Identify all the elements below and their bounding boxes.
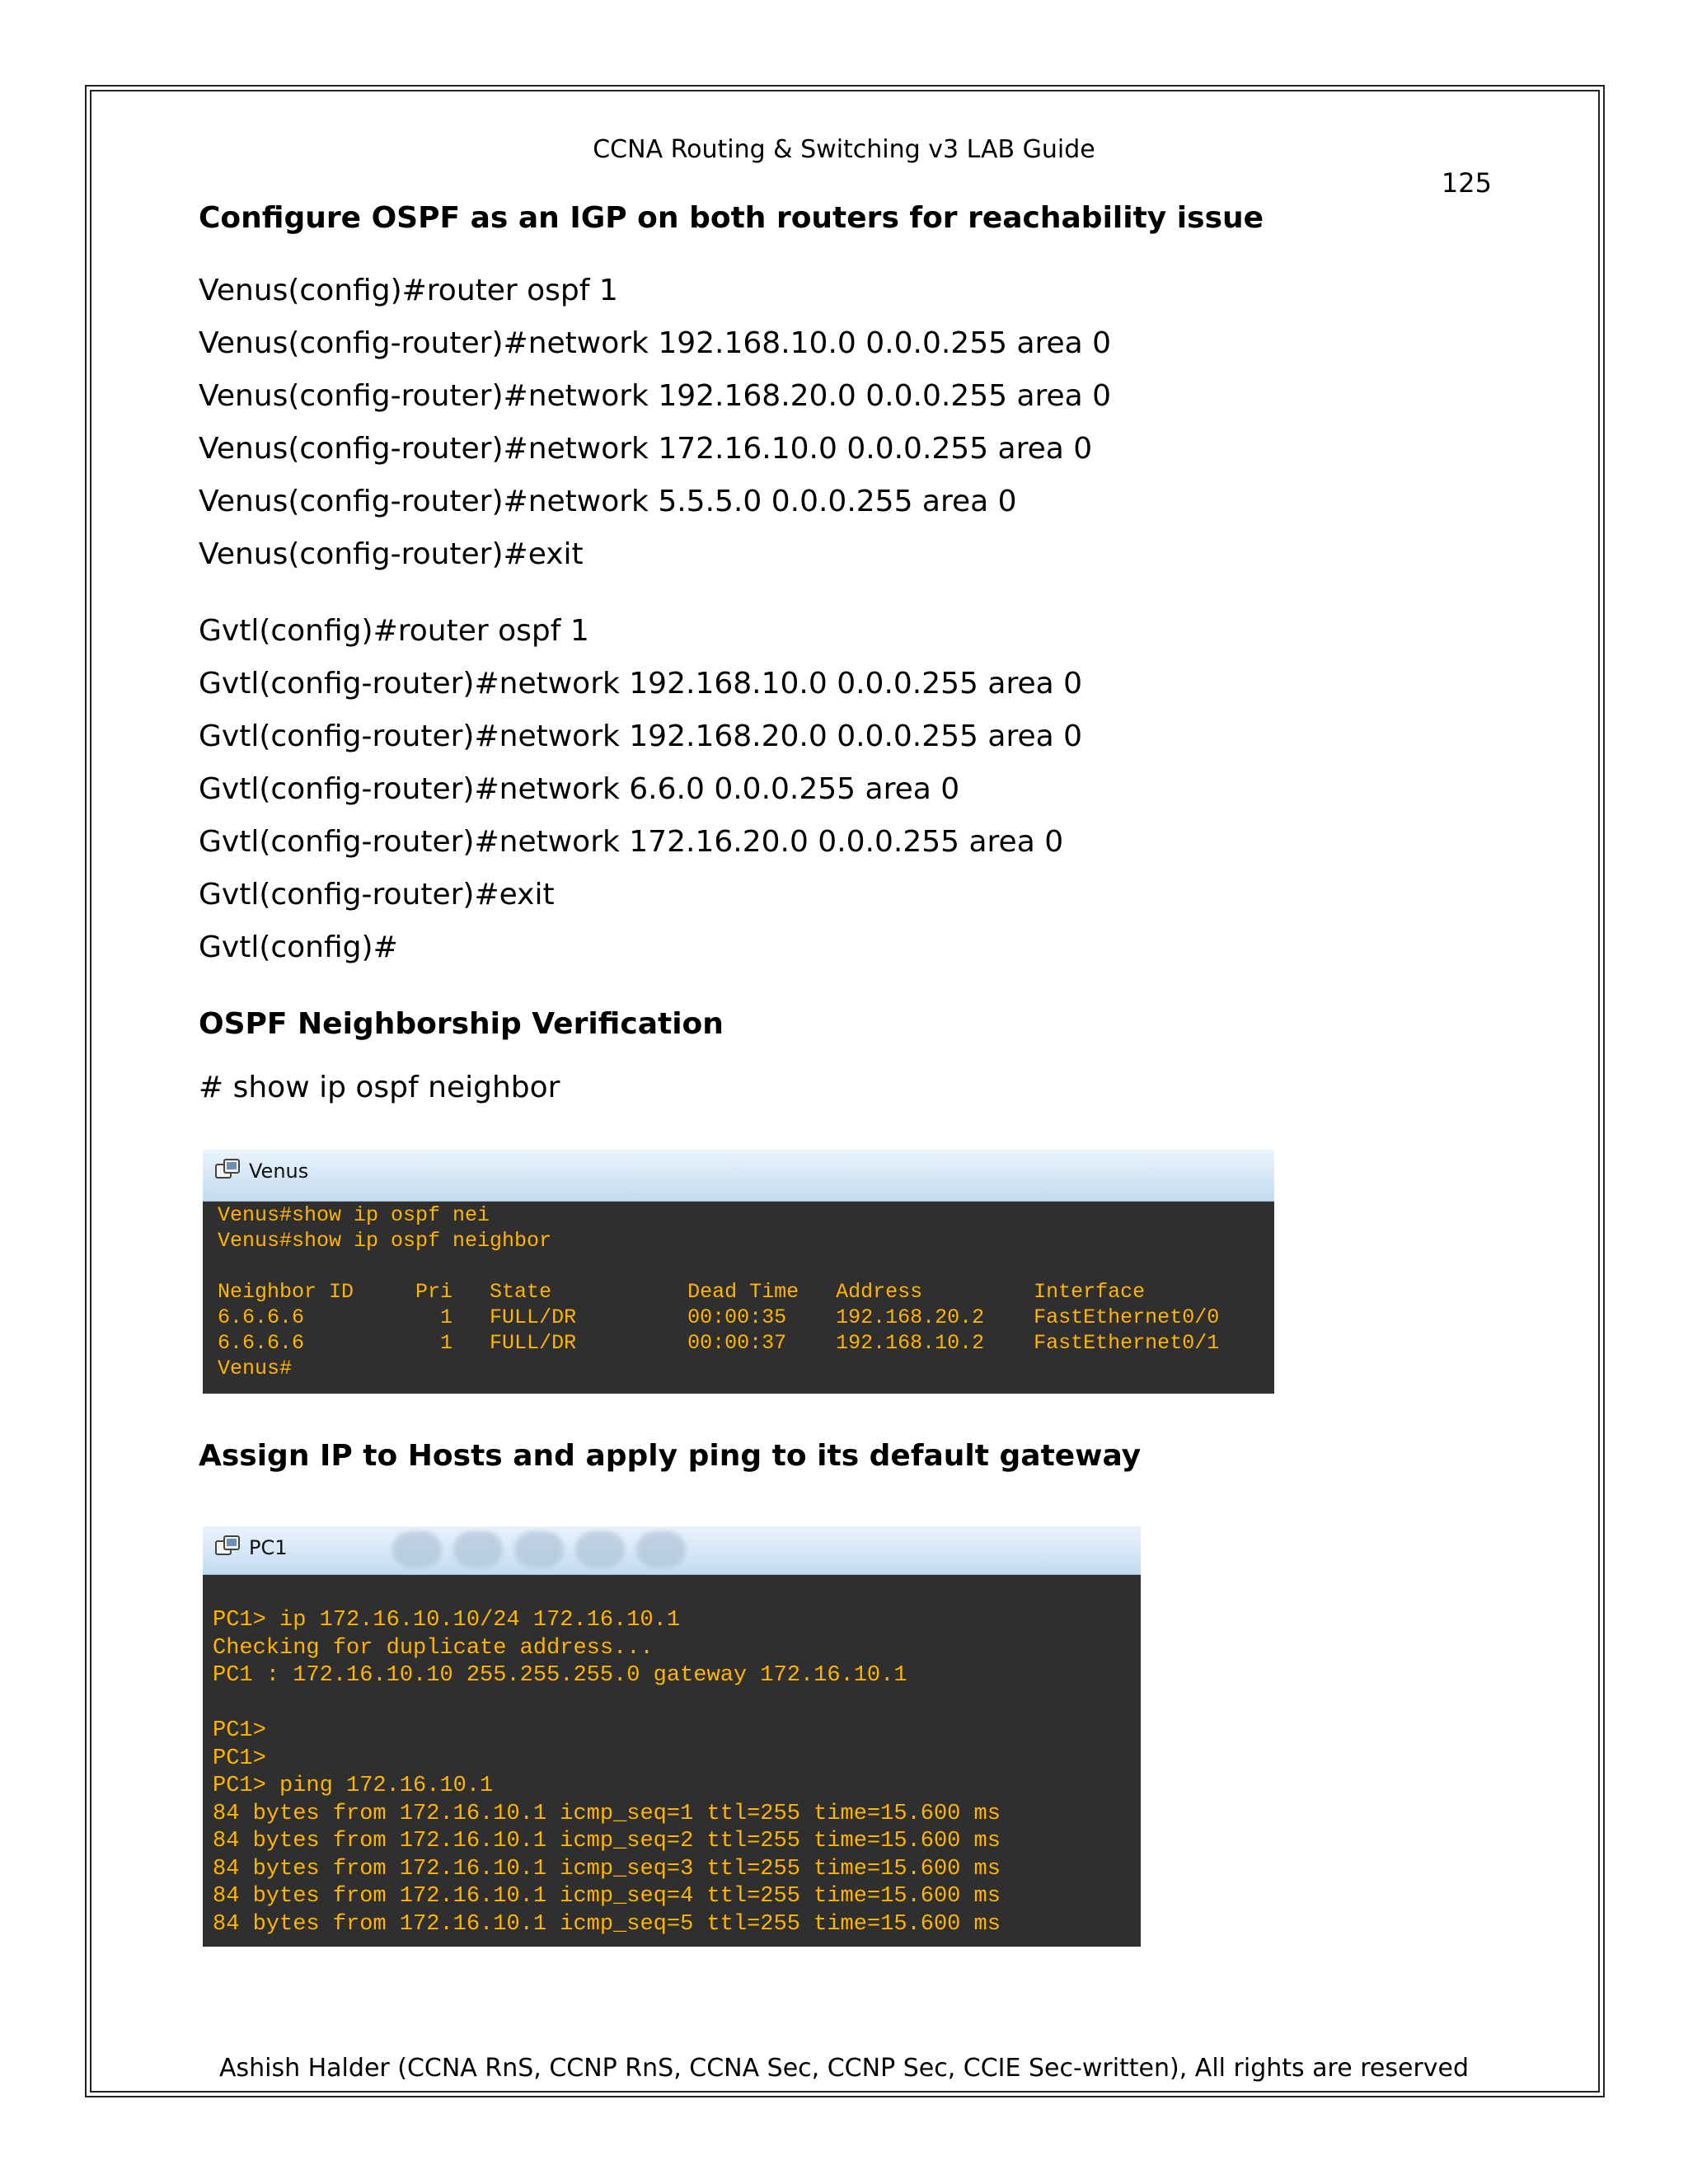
config-line: Venus(config-router)#network 172.16.10.0 0.0.0.255 area 0	[199, 432, 1093, 466]
toolbar-button-icon	[453, 1531, 503, 1568]
venus-titlebar	[203, 1150, 1274, 1202]
terminal-line: PC1> ip 172.16.10.10/24 172.16.10.1	[213, 1608, 681, 1633]
terminal-line: PC1>	[213, 1746, 266, 1771]
page-number: 125	[1441, 167, 1492, 199]
config-line: Venus(config)#router ospf 1	[199, 274, 618, 307]
section-heading-ospf-verification: OSPF Neighborship Verification	[199, 1007, 724, 1041]
terminal-line: Venus#	[218, 1357, 293, 1380]
terminal-line: 84 bytes from 172.16.10.1 icmp_seq=2 ttl=255 time=15.600 ms	[213, 1829, 1001, 1854]
config-line: Venus(config-router)#network 192.168.10.0 0.0.0.255 area 0	[199, 326, 1112, 360]
terminal-line: Venus#show ip ospf nei	[218, 1203, 490, 1227]
terminal-line: Neighbor ID Pri State Dead Time Address Interface	[218, 1280, 1146, 1304]
toolbar-button-icon	[636, 1531, 686, 1568]
pc1-terminal-output	[213, 1607, 1132, 1938]
document-header: CCNA Routing & Switching v3 LAB Guide	[593, 135, 1095, 164]
config-line: Venus(config-router)#network 192.168.20.0 0.0.0.255 area 0	[199, 379, 1112, 413]
terminal-line: PC1 : 172.16.10.10 255.255.255.0 gateway 172.16.10.1	[213, 1663, 907, 1688]
pc1-terminal-window	[203, 1526, 1141, 1947]
terminal-line: 84 bytes from 172.16.10.1 icmp_seq=5 ttl=255 time=15.600 ms	[213, 1911, 1001, 1937]
pc1-window-title: PC1	[249, 1536, 288, 1559]
config-line: Gvtl(config-router)#network 6.6.0 0.0.0.255 area 0	[199, 772, 960, 806]
terminal-line: PC1> ping 172.16.10.1	[213, 1774, 494, 1798]
terminal-line: 84 bytes from 172.16.10.1 icmp_seq=4 ttl=255 time=15.600 ms	[213, 1884, 1001, 1909]
terminal-app-icon	[214, 1158, 241, 1184]
pc1-titlebar	[203, 1526, 1141, 1575]
terminal-line	[218, 1254, 1266, 1279]
venus-terminal-output	[218, 1202, 1266, 1381]
terminal-line: Checking for duplicate address...	[213, 1635, 654, 1661]
config-line: Gvtl(config)#router ospf 1	[199, 614, 589, 648]
config-line: Gvtl(config-router)#network 192.168.10.0 0.0.0.255 area 0	[199, 667, 1083, 701]
venus-window-title: Venus	[249, 1160, 309, 1183]
terminal-app-icon	[214, 1535, 241, 1561]
venus-terminal-window	[203, 1150, 1274, 1394]
section-heading-ospf-config: Configure OSPF as an IGP on both routers for reachability issue	[199, 201, 1264, 235]
config-line: Gvtl(config-router)#network 192.168.20.0 0.0.0.255 area 0	[199, 719, 1083, 753]
config-line: Gvtl(config-router)#exit	[199, 878, 555, 912]
terminal-line: PC1>	[213, 1718, 266, 1743]
terminal-line: 6.6.6.6 1 FULL/DR 00:00:37 192.168.10.2 FastEthernet0/1	[218, 1331, 1220, 1355]
terminal-line: 84 bytes from 172.16.10.1 icmp_seq=1 ttl=255 time=15.600 ms	[213, 1801, 1001, 1826]
terminal-line: 6.6.6.6 1 FULL/DR 00:00:35 192.168.20.2 FastEthernet0/0	[218, 1305, 1220, 1329]
page-footer: Ashish Halder (CCNA RnS, CCNP RnS, CCNA Sec, CCNP Sec, CCIE Sec-written), All rights are reserved	[218, 2054, 1470, 2083]
terminal-line: 84 bytes from 172.16.10.1 icmp_seq=3 ttl=255 time=15.600 ms	[213, 1856, 1001, 1882]
terminal-line	[213, 1690, 1132, 1718]
config-line: Venus(config-router)#exit	[199, 537, 584, 571]
config-line: Gvtl(config-router)#network 172.16.20.0 0.0.0.255 area 0	[199, 825, 1064, 859]
config-line: Venus(config-router)#network 5.5.5.0 0.0.0.255 area 0	[199, 485, 1017, 518]
toolbar-blurred	[392, 1531, 697, 1572]
zoom-in-icon	[514, 1531, 564, 1568]
terminal-line: Venus#show ip ospf neighbor	[218, 1229, 552, 1253]
zoom-out-icon	[575, 1531, 625, 1568]
toolbar-button-icon	[392, 1531, 442, 1568]
config-line: Gvtl(config)#	[199, 930, 398, 964]
command-line: # show ip ospf neighbor	[199, 1071, 560, 1104]
section-heading-assign-ip: Assign IP to Hosts and apply ping to its default gateway	[199, 1439, 1142, 1473]
